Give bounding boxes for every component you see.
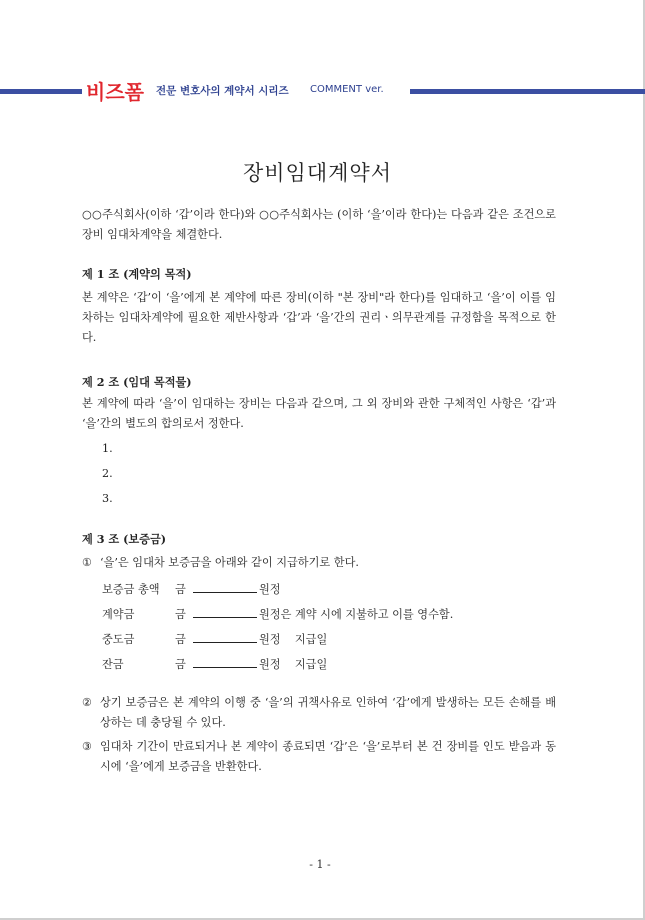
clause-marker: ③ (82, 740, 93, 753)
payment-prefix: 금 (175, 608, 186, 621)
list-item: 1. (102, 442, 113, 455)
clause-text: ‘을’은 임대차 보증금을 아래와 같이 지급하기로 한다. (100, 556, 359, 569)
amount-blank (193, 627, 257, 643)
header-bar-right (410, 89, 645, 94)
amount-blank (193, 652, 257, 668)
header-subtitle: 전문 변호사의 계약서 시리즈 (156, 85, 289, 97)
article-1-heading: 제 1 조 (계약의 목적) (82, 267, 192, 281)
clause-marker: ① (82, 556, 93, 569)
payment-prefix: 금 (175, 633, 186, 646)
payment-row (82, 627, 556, 652)
clause-marker: ② (82, 696, 93, 709)
payment-label: 보증금 총액 (102, 583, 160, 596)
document-title: 장비임대계약서 (242, 161, 392, 185)
payment-label: 중도금 (102, 633, 135, 646)
payment-row (82, 577, 556, 602)
amount-blank (193, 577, 257, 593)
article-1-body: 본 계약은 ‘갑’이 ‘을’에게 본 계약에 따른 장비(이하 "본 장비"라 한다)를 임대하고 ‘을’이 이를 임차하는 임대차계약에 필요한 제반사항과 ‘갑’과 ‘을’간의 권리ㆍ의무관계를 규정함을 목적으로 한다. (82, 291, 556, 344)
clause-text: 임대차 기간이 만료되거나 본 계약이 종료되면 ‘갑’은 ‘을’로부터 본 건 장비를 인도 받음과 동시에 ‘을’에게 보증금을 반환한다. (100, 740, 556, 773)
page-number: - 1 - (309, 858, 331, 871)
brand-logo: 비즈폼 (86, 80, 144, 104)
article-2-heading: 제 2 조 (임대 목적물) (82, 375, 192, 389)
list-item: 3. (102, 492, 113, 505)
clause-1 (82, 553, 556, 573)
clause-3 (82, 737, 556, 777)
clause-text: 상기 보증금은 본 계약의 이행 중 ‘을’의 귀책사유로 인하여 ‘갑’에게 발생하는 모든 손해를 배상하는 데 충당될 수 있다. (100, 696, 556, 729)
list-item: 2. (102, 467, 113, 480)
payment-suffix: 원정 (259, 583, 281, 596)
clause-2 (82, 693, 556, 733)
header-bar-left (0, 89, 82, 94)
payment-prefix: 금 (175, 583, 186, 596)
payment-row (82, 602, 556, 627)
payment-suffix: 원정 지급일 (259, 633, 328, 646)
payment-prefix: 금 (175, 658, 186, 671)
article-2-body: 본 계약에 따라 ‘을’이 임대하는 장비는 다음과 같으며, 그 외 장비와 관한 구체적인 사항은 ‘갑’과 ‘을’간의 별도의 합의로서 정한다. (82, 397, 556, 430)
payment-row (82, 652, 556, 677)
header-comment: COMMENT ver. (310, 84, 384, 95)
payment-suffix: 원정 지급일 (259, 658, 328, 671)
document-header (0, 76, 645, 102)
payment-suffix: 원정은 계약 시에 지불하고 이를 영수함. (259, 608, 454, 621)
amount-blank (193, 602, 257, 618)
intro-paragraph: ○○주식회사(이하 ‘갑’이라 한다)와 ○○주식회사는 (이하 ‘을’이라 한다)는 다음과 같은 조건으로 장비 임대차계약을 체결한다. (82, 208, 556, 241)
payment-label: 잔금 (102, 658, 124, 671)
article-3-heading: 제 3 조 (보증금) (82, 532, 167, 546)
document-body (82, 205, 556, 777)
payment-label: 계약금 (102, 608, 135, 621)
